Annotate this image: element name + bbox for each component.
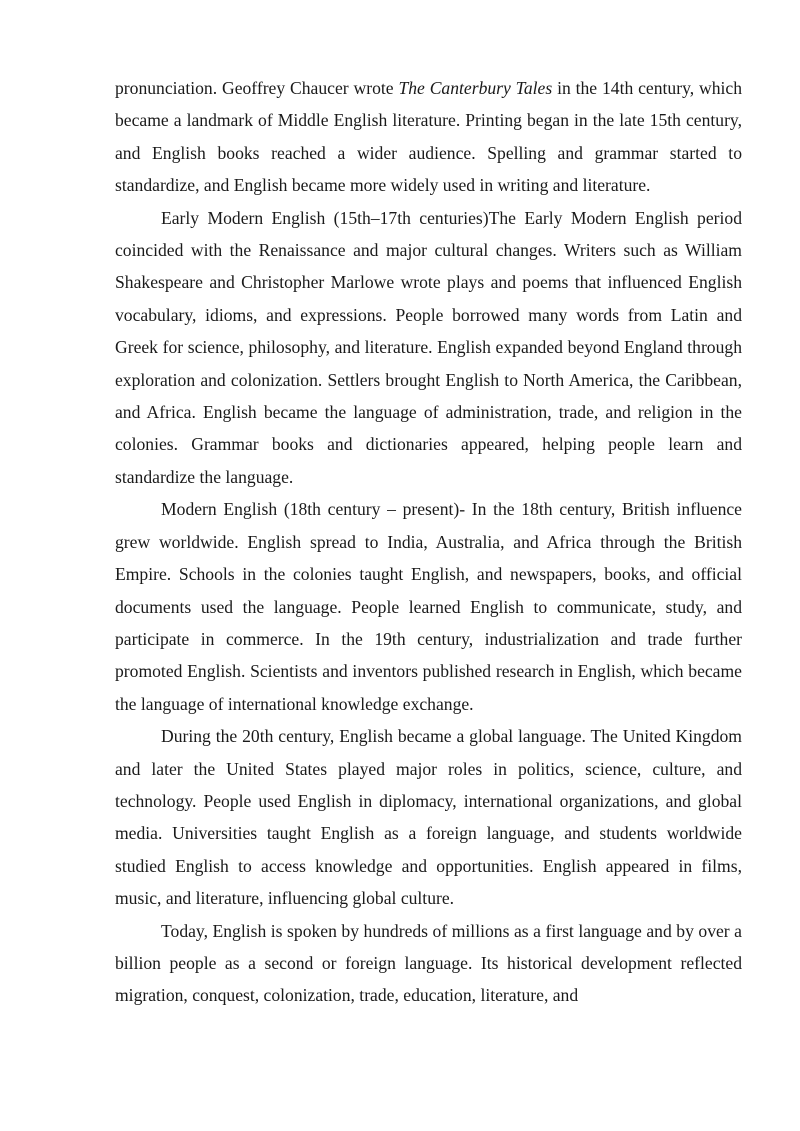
paragraph-today: Today, English is spoken by hundreds of millions as a first language and by over a billion people as a second or foreign language. Its historical development reflected migration, conquest, colonization, trade, education, literature, and xyxy=(115,920,742,1006)
paragraph-early-modern-english: Early Modern English (15th–17th centuries)The Early Modern English period coincided with the Renaissance and major cultural changes. Writers such as William Shakespeare and Christopher Marlowe wrote plays and poems that influenced English vocabulary, idioms, and expressions. People borrowed many words from Latin and Greek for science, philosophy, and literature. English expanded beyond England through exploration and colonization. Settlers brought English to North America, the Caribbean, and Africa. English became the language of administration, trade, and religion in the colonies. Grammar books and dictionaries appeared, helping people learn and standardize the language. xyxy=(115,207,742,487)
paragraph-twentieth-century: During the 20th century, English became a global language. The United Kingdom and later the United States played major roles in politics, science, culture, and technology. People used English in diplomacy, international organizations, and global media. Universities taught English as a foreign language, and students worldwide studied English to access knowledge and opportunities. English appeared in films, music, and literature, influencing global culture. xyxy=(115,726,742,909)
paragraph-text-before-title: pronunciation. Geoffrey Chaucer wrote xyxy=(115,78,399,98)
document-page xyxy=(115,72,742,1012)
paragraph-modern-english: Modern English (18th century – present)- In the 18th century, British influence grew worldwide. English spread to India, Australia, and Africa through the British Empire. Schools in the colonies taught English, and newspapers, books, and official documents used the language. People learned English to communicate, study, and participate in commerce. In the 19th century, industrialization and trade further promoted English. Scientists and inventors published research in English, which became the language of international knowledge exchange. xyxy=(115,499,742,714)
paragraph-middle-english-continued xyxy=(115,72,742,202)
book-title-canterbury-tales: The Canterbury Tales xyxy=(398,78,553,98)
paragraph-text-after-title: in the 14th century, which became a landmark of Middle English literature. Printing began in the late 15th century, and English books reached a wider audience. Spelling and grammar started to standardize, and English became more widely used in writing and literature. xyxy=(115,78,742,196)
